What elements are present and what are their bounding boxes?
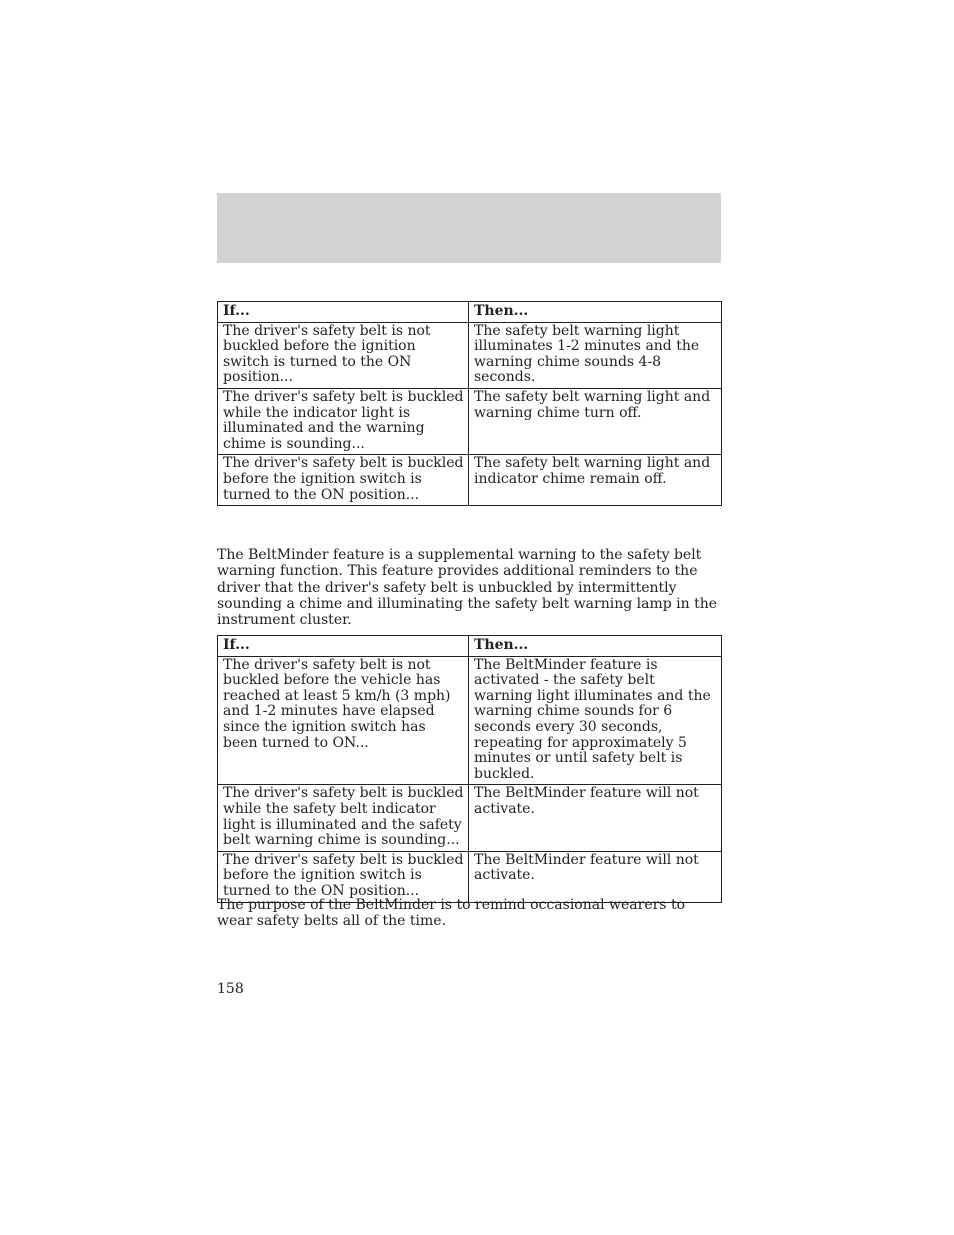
condition-cell: The driver's safety belt is buckled before the ignition switch is turned to the ON position... bbox=[218, 455, 469, 506]
safety-belt-warning-table bbox=[217, 301, 722, 506]
condition-cell: The driver's safety belt is buckled before the ignition switch is turned to the ON position... bbox=[218, 851, 469, 902]
table-header-row bbox=[218, 636, 722, 657]
result-cell: The BeltMinder feature will not activate. bbox=[469, 851, 722, 902]
result-cell: The BeltMinder feature is activated - the safety belt warning light illuminates and the warning chime sounds for 6 seconds every 30 seconds, repeating for approximately 5 minutes or until safety belt is buckled. bbox=[469, 656, 722, 785]
result-cell: The safety belt warning light and indicator chime remain off. bbox=[469, 455, 722, 506]
column-header-then: Then... bbox=[469, 302, 722, 323]
table-row bbox=[218, 388, 722, 454]
page-number: 158 bbox=[217, 981, 244, 997]
beltminder-intro-paragraph: The BeltMinder feature is a supplemental warning to the safety belt warning function. This feature provides additional reminders to the driver that the driver's safety belt is unbuckled by intermittently sounding a chime and illuminating the safety belt warning lamp in the instrument cluster. bbox=[217, 547, 718, 629]
table-row bbox=[218, 455, 722, 506]
condition-cell: The driver's safety belt is not buckled before the vehicle has reached at least 5 km/h (3 mph) and 1-2 minutes have elapsed since the ignition switch has been turned to ON... bbox=[218, 656, 469, 785]
result-cell: The BeltMinder feature will not activate. bbox=[469, 785, 722, 851]
column-header-if: If... bbox=[218, 302, 469, 323]
beltminder-purpose-paragraph: The purpose of the BeltMinder is to remind occasional wearers to wear safety belts all of the time. bbox=[217, 897, 685, 930]
column-header-if: If... bbox=[218, 636, 469, 657]
beltminder-table bbox=[217, 635, 722, 903]
condition-cell: The driver's safety belt is buckled while the safety belt indicator light is illuminated and the safety belt warning chime is sounding... bbox=[218, 785, 469, 851]
condition-cell: The driver's safety belt is buckled while the indicator light is illuminated and the warning chime is sounding... bbox=[218, 388, 469, 454]
result-cell: The safety belt warning light and warning chime turn off. bbox=[469, 388, 722, 454]
condition-cell: The driver's safety belt is not buckled before the ignition switch is turned to the ON position... bbox=[218, 322, 469, 388]
table-row bbox=[218, 851, 722, 902]
table-header-row bbox=[218, 302, 722, 323]
table-row bbox=[218, 656, 722, 785]
section-header-band bbox=[217, 193, 721, 263]
table-row bbox=[218, 785, 722, 851]
table-row bbox=[218, 322, 722, 388]
result-cell: The safety belt warning light illuminates 1-2 minutes and the warning chime sounds 4-8 seconds. bbox=[469, 322, 722, 388]
column-header-then: Then... bbox=[469, 636, 722, 657]
